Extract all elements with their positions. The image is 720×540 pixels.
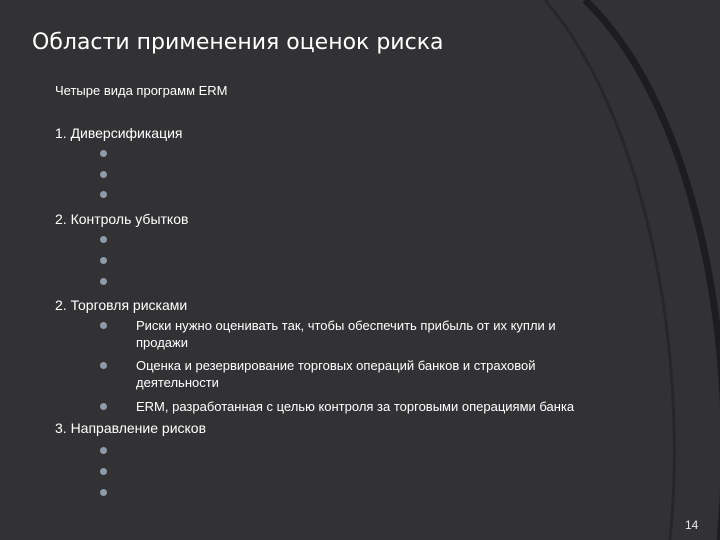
intro-text: Четыре вида программ ERM [55, 83, 228, 98]
bullet-dot-icon [100, 403, 107, 410]
bullet-dot-icon [100, 278, 107, 285]
bullet-dot-icon [100, 362, 107, 369]
bullet-dot-icon [100, 257, 107, 264]
bullet-text: ERM, разработанная с целью контроля за торговыми операциями банка [136, 399, 575, 414]
curve-inner [545, 0, 674, 540]
bullet-dot-icon [100, 489, 107, 496]
bullet-dot-icon [100, 150, 107, 157]
bullet-text-continued: деятельности [136, 375, 219, 390]
bullet-dot-icon [100, 171, 107, 178]
bullet-dot-icon [100, 468, 107, 475]
bullet-dot-icon [100, 447, 107, 454]
bullet-dot-icon [100, 322, 107, 329]
bullet-text-continued: продажи [136, 335, 188, 350]
bullet-dot-icon [100, 236, 107, 243]
section-heading-diversification: 1. Диверсификация [55, 125, 183, 141]
bullet-text: Оценка и резервирование торговых операций банков и страховой [136, 358, 536, 373]
bullet-dot-icon [100, 191, 107, 198]
section-heading-risk-trading: 2. Торговля рисками [55, 297, 188, 313]
curve-outer [585, 0, 720, 540]
page-number: 14 [685, 518, 699, 532]
bullet-text: Риски нужно оценивать так, чтобы обеспечить прибыль от их купли и [136, 318, 556, 333]
slide-title: Области применения оценок риска [32, 30, 444, 55]
section-heading-loss-control: 2. Контроль убытков [55, 211, 189, 227]
section-heading-risk-direction: 3. Направление рисков [55, 420, 207, 436]
